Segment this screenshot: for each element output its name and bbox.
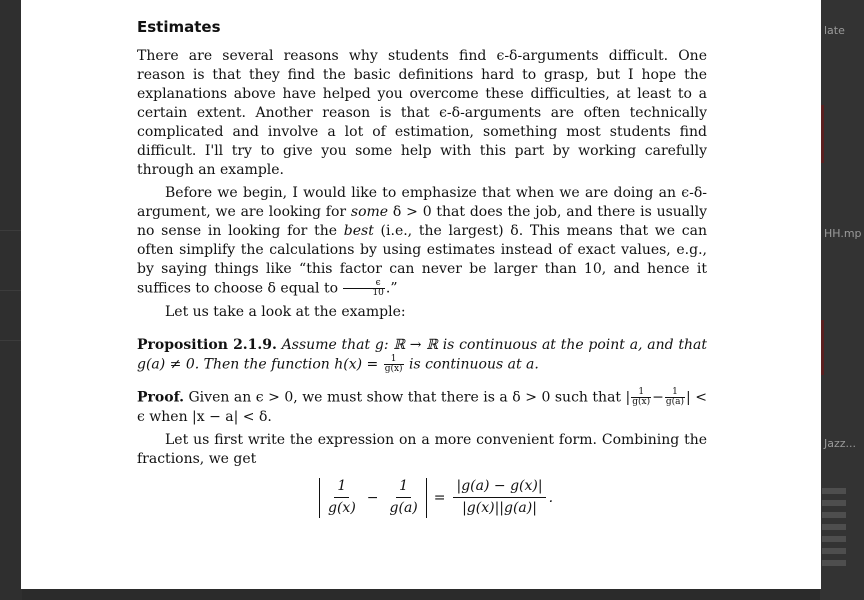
equation-operator: − [366, 489, 379, 506]
section-title: Estimates [137, 18, 221, 36]
equation-fraction: $\frac{|g(a) - g(x)|}{|g(x)||g(a)|}$ [453, 478, 545, 517]
background-tile [822, 512, 846, 518]
background-label: HH.mp [824, 227, 862, 240]
document-page [21, 0, 821, 589]
paragraph-emphasis: Before we begin, I would like to emphasize that when we are doing an ϵ-δ-argument, we are looking for some δ > 0 that does the job, and there is usually no sense in looking for the best (i.e., the largest) δ. This means that we can often simplify the calculations by using estimates instead of exact values, e.g., by saying things like “this factor can never be larger than 10, and hence it suffices to choose δ equal to $\frac{\epsilon}{10}$ .” [137, 185, 707, 298]
background-divider [0, 340, 22, 341]
background-divider [0, 230, 22, 231]
paragraph-example-intro: Let us take a look at the example: [165, 303, 406, 320]
proof-label: Proof. [137, 389, 184, 406]
background-label: late [824, 24, 845, 37]
proposition: Proposition 2.1.9. Assume that g: ℝ → ℝ is continuous at the point a, and that g(a) ≠ 0. Then the function h(x) = $\frac{1}{g(x)}$ is continuous at a. [137, 336, 707, 374]
background-tile [822, 524, 846, 530]
background-label: Jazz... [824, 437, 857, 450]
background-tile [822, 548, 846, 554]
page-content [137, 12, 707, 519]
background-tile [822, 488, 846, 494]
equation-fraction: $\frac{1}{g(a)}$ [389, 478, 418, 516]
equation-operator: = [433, 489, 446, 506]
proposition-label: Proposition 2.1.9. [137, 336, 277, 353]
fraction-one-over-gx: $\frac{1}{g(x)}$ [632, 387, 651, 407]
fraction-epsilon-over-ten: $\frac{\epsilon}{10}$ [343, 279, 384, 298]
abs-bar-right [426, 478, 427, 518]
background-window-left [0, 0, 22, 600]
background-tile [822, 560, 846, 566]
abs-bar-left [319, 478, 320, 518]
background-window-right [820, 0, 864, 600]
background-tile [822, 500, 846, 506]
background-tile [822, 536, 846, 542]
proof: Proof. Given an ϵ > 0, we must show that there is a δ > 0 such that | $\frac{1}{g(x)}$ − $\frac{1}{g(a)}$ | < ϵ when |x − a| < δ. [137, 387, 707, 425]
background-divider [0, 290, 22, 291]
display-equation [137, 477, 707, 519]
equation-fraction: 1 g(x) [328, 478, 356, 516]
equation-period: . [548, 489, 554, 506]
fraction-one-over-ga: $\frac{1}{g(a)}$ [665, 387, 685, 407]
paragraph-combine: Let us first write the expression on a more convenient form. Combining the fractions, we get [137, 431, 707, 467]
fraction-one-over-gx: $\frac{1}{g(x)}$ [384, 353, 403, 374]
paragraph-intro: There are several reasons why students find ϵ-δ-arguments difficult. One reason is that they find the basic definitions hard to grasp, but I hope the explanations above have helped you overcome these difficulties, at least to a certain extent. Another reason is that ϵ-δ-arguments are often technically complicated and involve a lot of estimation, something most students find difficult. I'll try to give you some help with this part by working carefully through an example. [137, 48, 707, 178]
